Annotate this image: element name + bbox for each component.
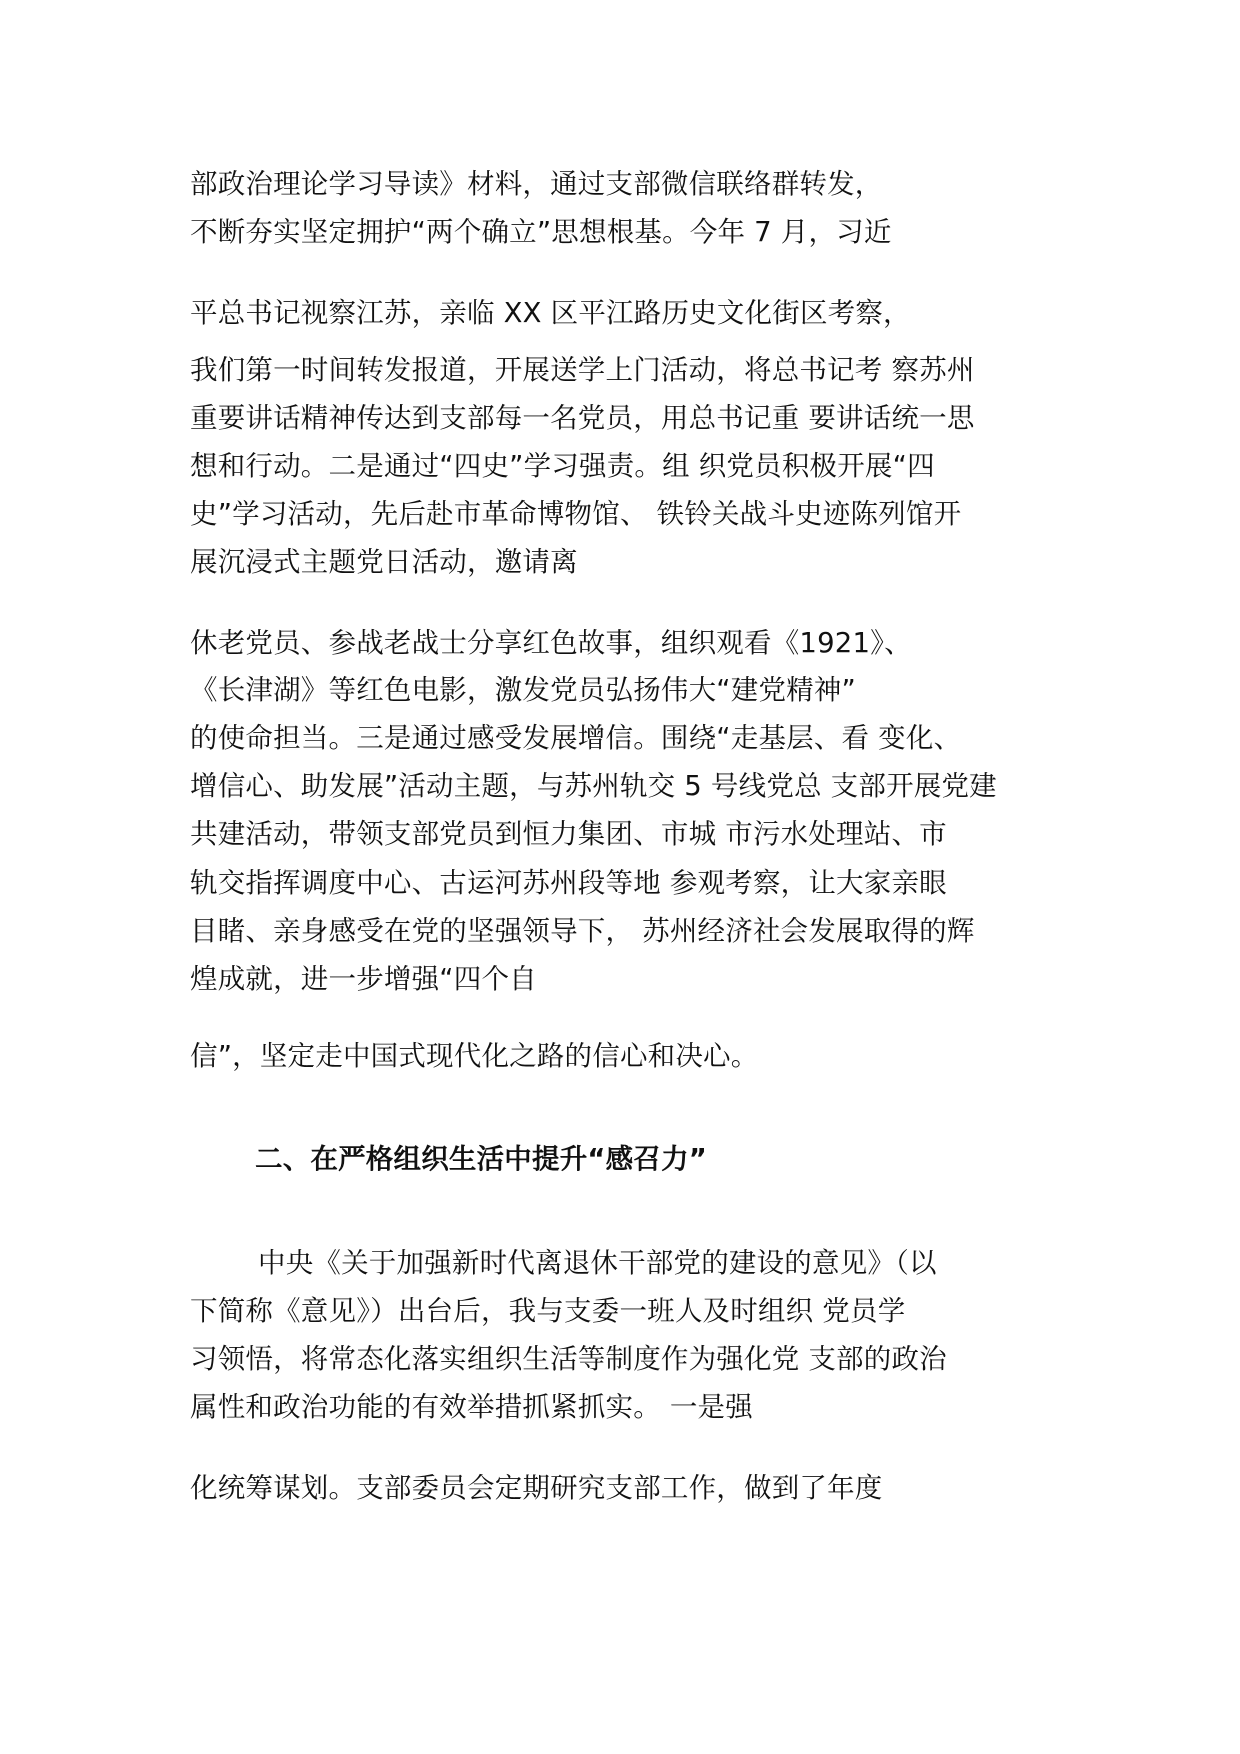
section-heading: 二、在严格组织生活中提升“感召力” [255,1143,708,1175]
text-line: 《长津湖》等红色电影，激发党员弘扬伟大“建党精神” [190,674,856,706]
text-line: 中央《关于加强新时代离退休干部党的建设的意见》（以 [258,1247,937,1279]
text-line: 下简称《意见》）出台后，我与支委一班人及时组织 党员学 [190,1295,906,1327]
text-line: 平总书记视察江苏，亲临 XX 区平江路历史文化街区考察， [190,297,911,329]
text-line: 的使命担当。三是通过感受发展增信。围绕“走基层、看 变化、 [190,722,962,754]
text-line: 共建活动，带领支部党员到恒力集团、市城 市污水处理站、市 [190,818,947,850]
text-line: 史”学习活动，先后赴市革命博物馆、 铁铃关战斗史迹陈列馆开 [190,498,962,530]
text-line: 属性和政治功能的有效举措抓紧抓实。 一是强 [190,1391,753,1423]
text-line: 想和行动。二是通过“四史”学习强责。组 织党员积极开展“四 [190,450,935,482]
text-line: 部政治理论学习导读》材料，通过支部微信联络群转发， [190,168,883,200]
text-line: 目睹、亲身感受在党的坚强领导下， 苏州经济社会发展取得的辉 [190,915,975,947]
text-line: 轨交指挥调度中心、古运河苏州段等地 参观考察，让大家亲眼 [190,867,947,899]
text-line: 习领悟，将常态化落实组织生活等制度作为强化党 支部的政治 [190,1343,947,1375]
text-line: 化统筹谋划。支部委员会定期研究支部工作，做到了年度 [190,1472,883,1504]
text-line: 增信心、助发展”活动主题，与苏州轨交 5 号线党总 支部开展党建 [190,770,997,802]
text-line: 休老党员、参战老战士分享红色故事，组织观看《1921》、 [190,627,912,659]
text-line: 不断夯实坚定拥护“两个确立”思想根基。今年 7 月，习近 [190,216,892,248]
text-line: 煌成就，进一步增强“四个自 [190,963,537,995]
text-line: 我们第一时间转发报道，开展送学上门活动，将总书记考 察苏州 [190,354,975,386]
text-line: 重要讲话精神传达到支部每一名党员，用总书记重 要讲话统一思 [190,402,975,434]
text-line: 信”，坚定走中国式现代化之路的信心和决心。 [190,1040,759,1072]
text-line: 展沉浸式主题党日活动，邀请离 [190,546,578,578]
